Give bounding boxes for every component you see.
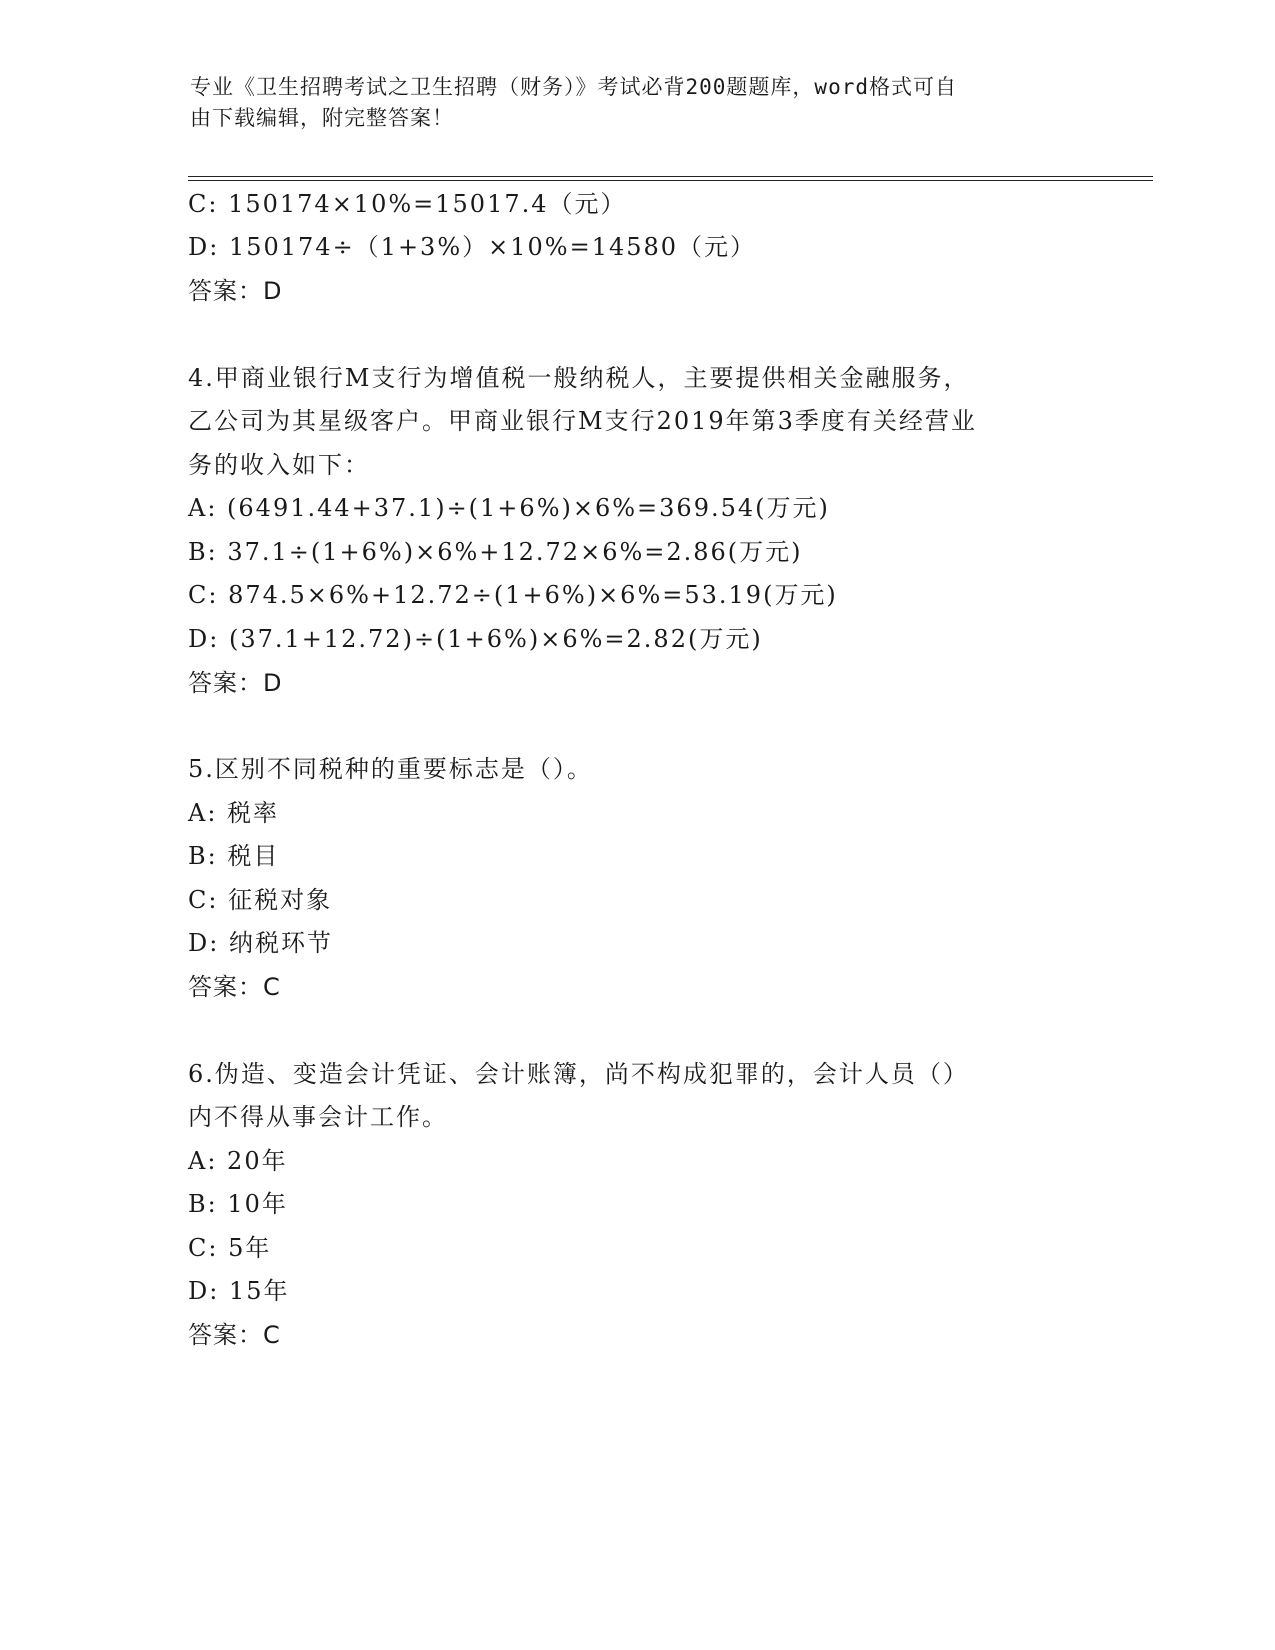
q4-stem-line-1: 4.甲商业银行M支行为增值税一般纳税人，主要提供相关金融服务， [188, 364, 970, 392]
q4-option-b: B: 37.1÷(1+6%)×6%+12.72×6%=2.86(万元) [188, 538, 803, 566]
q6-option-b: B: 10年 [188, 1190, 288, 1218]
q5-answer: 答案：C [188, 973, 281, 1001]
header-divider-top [188, 176, 1153, 177]
q4-option-a: A: (6491.44+37.1)÷(1+6%)×6%=369.54(万元) [188, 494, 830, 522]
q6-option-c: C: 5年 [188, 1234, 272, 1262]
q3-answer: 答案：D [188, 277, 283, 305]
q6-option-a: A: 20年 [188, 1147, 288, 1175]
header-divider-bottom [188, 180, 1153, 181]
q6-answer: 答案：C [188, 1321, 281, 1349]
header-line-2: 由下载编辑，附完整答案！ [190, 106, 454, 130]
q5-option-b: B: 税目 [188, 842, 280, 870]
q3-option-d: D: 150174÷（1+3%）×10%=14580（元） [188, 233, 757, 261]
header-line-1: 专业《卫生招聘考试之卫生招聘（财务）》考试必背200题题库，word格式可自 [190, 75, 957, 99]
document-header [190, 72, 1090, 134]
q4-answer: 答案：D [188, 669, 283, 697]
q4-stem-line-3: 务的收入如下： [188, 451, 370, 479]
q4-option-c: C: 874.5×6%+12.72÷(1+6%)×6%=53.19(万元) [188, 581, 838, 609]
q5-option-c: C: 征税对象 [188, 886, 333, 914]
q6-option-d: D: 15年 [188, 1277, 290, 1305]
q4-option-d: D: (37.1+12.72)÷(1+6%)×6%=2.82(万元) [188, 625, 763, 653]
q4-stem-line-2: 乙公司为其星级客户。甲商业银行M支行2019年第3季度有关经营业 [188, 407, 977, 435]
q3-option-c: C: 150174×10%=15017.4（元） [188, 190, 627, 218]
q5-stem: 5.区别不同税种的重要标志是（）。 [188, 755, 593, 783]
q5-option-a: A: 税率 [188, 799, 280, 827]
q6-stem-line-1: 6.伪造、变造会计凭证、会计账簿，尚不构成犯罪的，会计人员（） [188, 1060, 969, 1088]
q5-option-d: D: 纳税环节 [188, 929, 333, 957]
q6-stem-line-2: 内不得从事会计工作。 [188, 1103, 448, 1131]
